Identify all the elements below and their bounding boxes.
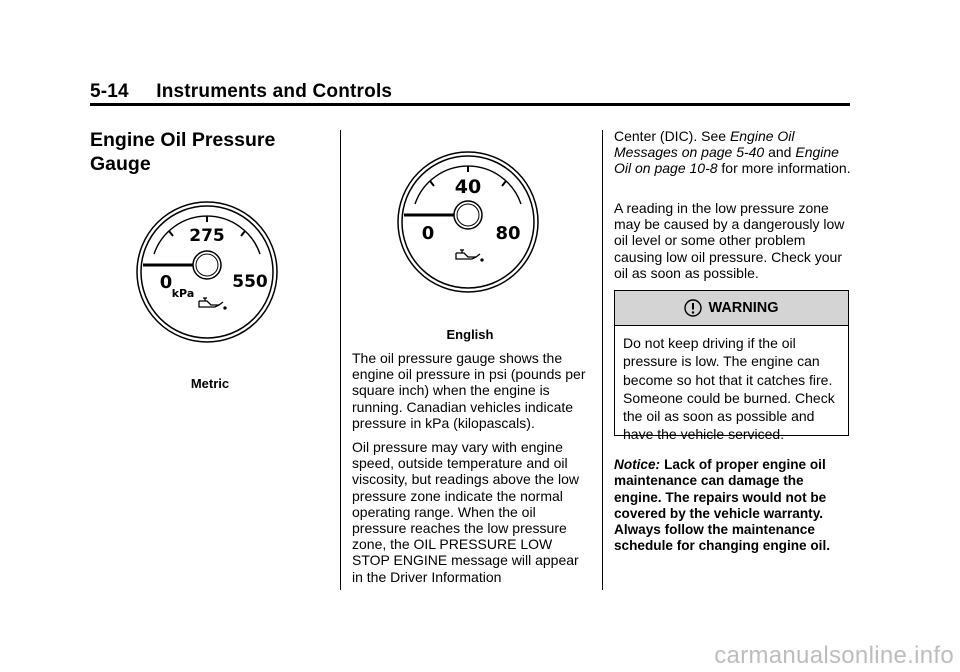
column3-p1-text-a: Center (DIC). See — [614, 128, 730, 144]
warning-icon — [684, 299, 702, 317]
metric-oil-pressure-gauge — [135, 200, 279, 344]
section-heading-line1: Engine Oil Pressure — [90, 129, 276, 151]
column2-paragraph-1: The oil pressure gauge shows the engine oil pressure in psi (pounds per square inch) when the engine is running. Canadian vehicles indicate pressure in kPa (kilopascals). — [352, 350, 586, 431]
notice — [614, 457, 854, 555]
english-left-label: 0 — [421, 223, 435, 244]
warning-header — [615, 291, 848, 326]
warning-body: Do not keep driving if the oil pressure is low. The engine can become so hot that it catches fire. Someone could be burned. Check the oil as soon as possible and have the vehicle serviced. — [623, 335, 835, 443]
metric-right-label: 550 — [232, 272, 268, 292]
column3-paragraph-1 — [614, 128, 854, 177]
metric-left-label: 0 — [159, 272, 173, 293]
english-oil-pressure-gauge — [396, 150, 540, 294]
column3-p1-text-c: for more information. — [717, 160, 851, 177]
header-rule — [90, 103, 850, 106]
notice-text: Lack of proper engine oil maintenance can damage the engine. The repairs would not be covered by the vehicle warranty. Always follow the maintenance schedule for changing engine oil. — [614, 457, 831, 554]
warning-box — [614, 290, 849, 443]
page-header-title: 5-14 Instruments and Controls — [90, 81, 393, 102]
column3-paragraph-2: A reading in the low pressure zone may be caused by a dangerously low oil level or some other problem causing low oil pressure. Check your oil as soon as possible. — [614, 200, 845, 281]
section-heading — [90, 128, 320, 176]
warning-title: WARNING — [708, 300, 779, 316]
notice-label: Notice: — [614, 457, 661, 472]
metric-unit-label: kPa — [171, 287, 195, 300]
metric-top-label: 275 — [189, 226, 225, 246]
engine-oil-messages-link[interactable]: Engine Oil Messages on page 5-40 — [614, 128, 795, 161]
section-heading-line2: Gauge — [90, 153, 151, 175]
english-top-label: 40 — [454, 176, 482, 198]
column-divider-2 — [602, 130, 603, 590]
column-divider-1 — [340, 130, 341, 590]
metric-caption: Metric — [190, 376, 230, 391]
column2-paragraph-2: Oil pressure may vary with engine speed, outside temperature and oil viscosity, but readings above the low pressure zone indicate the normal operating range. When the oil pressure reaches the low pressure zone, the OIL PRESSURE LOW STOP ENGINE message will appear in the Driver Information — [352, 439, 579, 585]
english-right-label: 80 — [495, 223, 521, 244]
column3-p1-text-b: and — [764, 144, 796, 161]
engine-oil-link[interactable]: Engine Oil on page 10-8 — [614, 144, 839, 177]
english-caption: English — [446, 327, 494, 342]
watermark: carmanualsonline.info — [714, 642, 954, 669]
